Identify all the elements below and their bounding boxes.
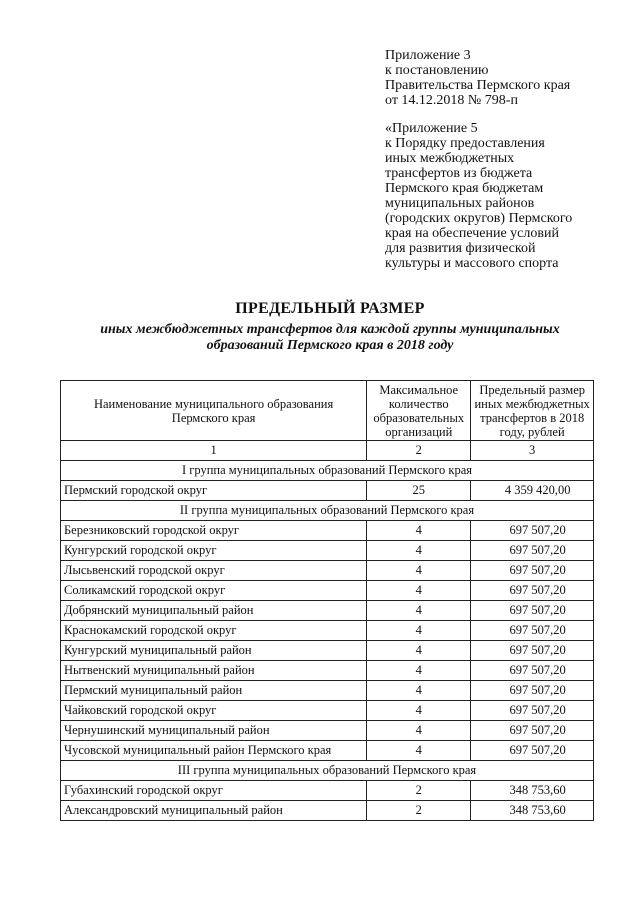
table-body [61, 461, 594, 821]
table-row [61, 801, 594, 821]
table-row [61, 741, 594, 761]
municipality-name: Чернушинский муниципальный район [61, 721, 367, 741]
title-subtitle-line-1: иных межбюджетных трансфертов для каждой группы муниципальных [100, 322, 560, 337]
municipality-name: Краснокамский городской округ [61, 621, 367, 641]
document-title [60, 300, 600, 354]
table-row [61, 641, 594, 661]
transfer-amount: 697 507,20 [471, 701, 594, 721]
header-count: Максимальное количество образовательных организаций [367, 381, 471, 441]
transfer-amount: 697 507,20 [471, 641, 594, 661]
column-numbers-row [61, 441, 594, 461]
organization-count: 4 [367, 661, 471, 681]
transfer-amount: 697 507,20 [471, 581, 594, 601]
municipality-name: Кунгурский городской округ [61, 541, 367, 561]
appendix-quote-line: трансфертов из бюджета [385, 166, 533, 181]
transfer-amount: 4 359 420,00 [471, 481, 594, 501]
organization-count: 4 [367, 681, 471, 701]
transfer-amount: 697 507,20 [471, 601, 594, 621]
organization-count: 4 [367, 561, 471, 581]
appendix-line: Приложение 3 [385, 48, 471, 63]
transfer-amount: 697 507,20 [471, 541, 594, 561]
transfer-amount: 697 507,20 [471, 661, 594, 681]
municipality-name: Губахинский городской округ [61, 781, 367, 801]
appendix-line: к постановлению [385, 63, 489, 78]
table-row [61, 601, 594, 621]
group-title: II группа муниципальных образований Пермского края [61, 501, 594, 521]
organization-count: 4 [367, 521, 471, 541]
organization-count: 4 [367, 701, 471, 721]
municipality-name: Соликамский городской округ [61, 581, 367, 601]
table-header-row [61, 381, 594, 441]
transfer-amount: 697 507,20 [471, 521, 594, 541]
organization-count: 4 [367, 721, 471, 741]
header-amount: Предельный размер иных межбюджетных трансфертов в 2018 году, рублей [471, 381, 594, 441]
group-header-row [61, 461, 594, 481]
municipality-name: Нытвенский муниципальный район [61, 661, 367, 681]
appendix-quote-line: «Приложение 5 [385, 121, 478, 136]
appendix-quote-line: культуры и массового спорта [385, 256, 559, 271]
appendix-quote-line: муниципальных районов [385, 196, 535, 211]
appendix-quote-line: края на обеспечение условий [385, 226, 559, 241]
column-number: 3 [471, 441, 594, 461]
table-row [61, 661, 594, 681]
appendix-quote-line: иных межбюджетных [385, 151, 515, 166]
municipality-name: Александровский муниципальный район [61, 801, 367, 821]
organization-count: 4 [367, 601, 471, 621]
table-row [61, 781, 594, 801]
organization-count: 4 [367, 621, 471, 641]
transfer-amount: 697 507,20 [471, 621, 594, 641]
organization-count: 2 [367, 781, 471, 801]
municipality-name: Чайковский городской округ [61, 701, 367, 721]
transfer-amount: 697 507,20 [471, 721, 594, 741]
table-row [61, 621, 594, 641]
table-row [61, 701, 594, 721]
column-number: 2 [367, 441, 471, 461]
group-title: III группа муниципальных образований Пермского края [61, 761, 594, 781]
municipality-name: Пермский городской округ [61, 481, 367, 501]
title-subtitle-line-2: образований Пермского края в 2018 году [206, 338, 454, 353]
organization-count: 4 [367, 741, 471, 761]
organization-count: 2 [367, 801, 471, 821]
municipality-name: Лысьвенский городской округ [61, 561, 367, 581]
appendix-block [385, 48, 625, 271]
table-row [61, 581, 594, 601]
appendix-quote-line: для развития физической [385, 241, 536, 256]
table-row [61, 721, 594, 741]
municipality-name: Пермский муниципальный район [61, 681, 367, 701]
transfer-amount: 348 753,60 [471, 781, 594, 801]
column-number: 1 [61, 441, 367, 461]
transfer-amount: 697 507,20 [471, 681, 594, 701]
municipality-name: Кунгурский муниципальный район [61, 641, 367, 661]
table-row [61, 541, 594, 561]
group-header-row [61, 761, 594, 781]
municipality-name: Чусовской муниципальный район Пермского края [61, 741, 367, 761]
transfers-table [60, 380, 594, 821]
transfer-amount: 697 507,20 [471, 561, 594, 581]
organization-count: 4 [367, 581, 471, 601]
appendix-quote-line: Пермского края бюджетам [385, 181, 544, 196]
appendix-quote-line: к Порядку предоставления [385, 136, 545, 151]
municipality-name: Березниковский городской округ [61, 521, 367, 541]
transfer-amount: 348 753,60 [471, 801, 594, 821]
appendix-line: Правительства Пермского края [385, 78, 571, 93]
header-name: Наименование муниципального образования Пермского края [61, 381, 367, 441]
table-row [61, 561, 594, 581]
table-row [61, 681, 594, 701]
appendix-quote-line: (городских округов) Пермского [385, 211, 573, 226]
transfer-amount: 697 507,20 [471, 741, 594, 761]
appendix-line: от 14.12.2018 № 798-п [385, 93, 518, 108]
table-row [61, 481, 594, 501]
group-title: I группа муниципальных образований Пермского края [61, 461, 594, 481]
organization-count: 4 [367, 541, 471, 561]
organization-count: 4 [367, 641, 471, 661]
group-header-row [61, 501, 594, 521]
municipality-name: Добрянский муниципальный район [61, 601, 367, 621]
organization-count: 25 [367, 481, 471, 501]
table-row [61, 521, 594, 541]
title-main: ПРЕДЕЛЬНЫЙ РАЗМЕР [235, 300, 425, 317]
